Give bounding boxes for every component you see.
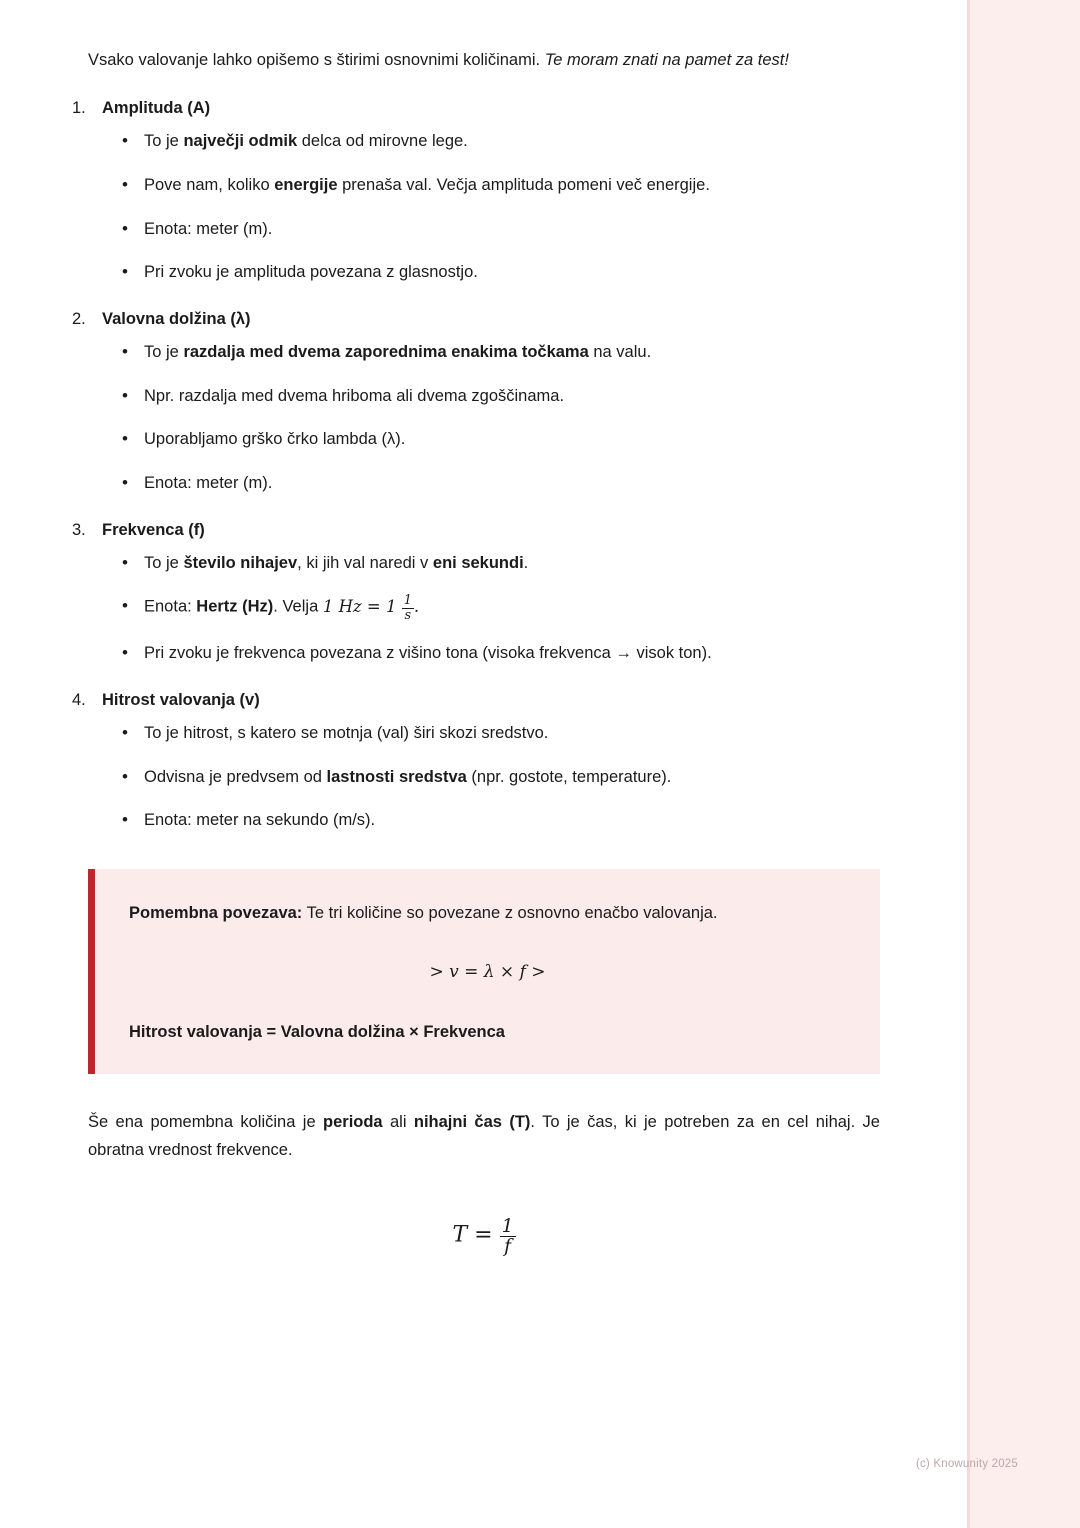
bullet-bold: največji odmik [183,132,298,151]
bullet-text: To je [144,553,184,572]
bullet-text-tail: na valu. [588,342,652,361]
list-item [144,173,880,198]
bullet-text: Npr. razdalja med dvema hriboma ali dvema zgoščinama. [144,386,565,405]
list-item [144,721,880,746]
list-item [144,129,880,154]
fraction-numerator: 1 [501,1215,514,1237]
list-item [144,217,880,242]
list-item [72,688,880,833]
intro-emphasis: Te moram znati na pamet za test! [544,51,789,69]
bullet-bold: Hertz (Hz) [196,597,274,616]
bullet-text: Pove nam, koliko [144,175,275,194]
callout-lead [129,899,846,927]
item-title: Frekvenca (f) [102,520,205,539]
bullet-bold: energije [274,175,338,194]
bullet-text: Pri zvoku je frekvenca povezana z višino tona (visoka frekvenca → visok ton). [144,644,712,663]
bullet-bold: število nihajev [183,553,298,572]
bullet-text: Enota: meter (m). [144,219,273,238]
list-item [144,641,880,666]
list-item [72,96,880,285]
callout-conclusion: Hitrost valovanja = Valovna dolžina × Frekvenca [129,1022,505,1041]
final-equation [88,1217,880,1257]
callout-box [88,869,880,1074]
bullet-bold: razdalja med dvema zaporednima enakima točkama [183,342,589,361]
bullet-text: To je [144,342,184,361]
bullet-text: To je [144,132,184,151]
page-edge-band [970,0,1080,1528]
item-bullets [88,551,880,667]
list-item [144,765,880,790]
watermark: (c) Knowunity 2025 [915,1458,1018,1470]
bullet-text-tail: . Velja [273,597,323,616]
intro-paragraph [88,46,880,74]
list-item [144,551,880,576]
item-number: 4. [72,691,86,710]
list-item [144,471,880,496]
item-number: 1. [72,99,86,118]
outro-bold-1: perioda [323,1112,383,1131]
item-number: 2. [72,310,86,329]
intro-text: Vsako valovanje lahko opišemo s štirimi osnovnimi količinami. [88,51,545,69]
callout-lead-label: Pomembna povezava: [129,904,303,923]
callout-equation: > v = λ × f > [429,961,546,982]
item-title: Amplituda (A) [102,99,211,118]
item-bullets [88,340,880,496]
outro-paragraph [88,1108,880,1165]
outro-text-1: Še ena pomembna količina je [88,1112,324,1131]
item-heading [72,96,880,121]
bullet-bold: lastnosti sredstva [326,767,467,786]
list-item [72,518,880,666]
bullet-text-tail: . [523,553,529,572]
bullet-text: Pri zvoku je amplituda povezana z glasnostjo. [144,263,478,282]
item-bullets [88,129,880,285]
bullet-text: To je hitrost, s katero se motnja (val) širi skozi sredstvo. [144,723,549,742]
list-item [144,808,880,833]
item-number: 3. [72,520,86,539]
final-equation-fraction [500,1217,516,1257]
bullet-text-tail: prenaša val. Večja amplituda pomeni več energije. [337,175,710,194]
item-title: Hitrost valovanja (v) [102,691,260,710]
item-heading [72,688,880,713]
item-bullets [88,721,880,833]
item-heading [72,307,880,332]
list-item [144,594,880,622]
bullet-text: Enota: [144,597,197,616]
callout-lead-text: Te tri količine so povezane z osnovno enačbo valovanja. [302,904,718,923]
final-equation-lhs: T = [452,1222,493,1248]
quantities-list [72,96,880,833]
list-item [144,427,880,452]
list-item [144,340,880,365]
list-item [72,307,880,496]
bullet-text-tail: (npr. gostote, temperature). [466,767,672,786]
inline-formula: 1 Hz = 1 $\frac{1}{s}$ . [322,593,420,623]
bullet-text-mid: , ki jih val naredi v [297,553,433,572]
bullet-text: Enota: meter na sekundo (m/s). [144,811,376,830]
bullet-text: Enota: meter (m). [144,474,273,493]
bullet-bold-2: eni sekundi [432,553,524,572]
fraction-denominator: f [504,1236,512,1258]
list-item [144,384,880,409]
bullet-text: Odvisna je predvsem od [144,767,327,786]
bullet-text-tail: delca od mirovne lege. [297,132,468,151]
bullet-text: Uporabljamo grško črko lambda (λ). [144,430,406,449]
outro-text-2: ali [382,1112,414,1131]
item-heading [72,518,880,543]
list-item [144,260,880,285]
item-title: Valovna dolžina (λ) [102,310,251,329]
outro-text-3: . To je čas, ki je potreben za en cel nihaj. Je obratna vrednost frekvence. [88,1112,880,1160]
outro-bold-2: nihajni čas (T) [413,1112,531,1131]
